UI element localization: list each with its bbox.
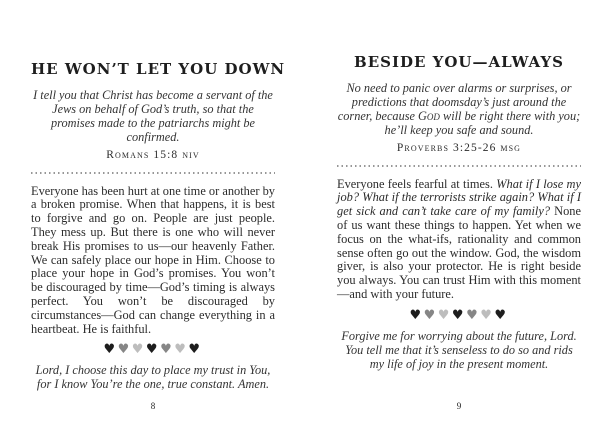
heart-icon: ♥	[103, 342, 118, 358]
scripture-quote-smallcaps-god: God	[418, 108, 440, 123]
scripture-reference: Romans 15:8 niv	[106, 148, 200, 161]
page-number: 8	[150, 401, 156, 411]
heart-icon: ♥	[145, 342, 161, 358]
page-left-content	[31, 0, 286, 392]
scripture-quote	[337, 82, 581, 156]
devotional-body-text: Everyone feels fearful at times.	[337, 176, 497, 191]
scripture-quote	[31, 89, 275, 163]
heart-icon: ♥	[423, 307, 438, 323]
heart-icon: ♥	[117, 342, 132, 358]
heart-icon: ♥	[437, 307, 452, 323]
heart-icon: ♥	[188, 342, 203, 358]
page-right-content	[337, 0, 581, 371]
scripture-quote-text: No need to panic over alarms or surprises, or predictions that doomsday’s just around the corner, because	[337, 81, 572, 123]
devotional-body	[31, 185, 275, 337]
scripture-quote-text: will be right there with you; he’ll keep you safe and sound.	[384, 108, 581, 137]
hearts-divider	[337, 309, 581, 322]
heart-icon: ♥	[494, 307, 509, 323]
prayer-text: Forgive me for worrying about the future, Lord. You tell me that it’s senseless to do so and rids my life of joy in the present moment.	[341, 328, 577, 371]
devotional-body-text: Everyone has been hurt at one time or another by a broken promise. When that happens, it is best to forgive and go on. People are just people. They mess up. But there is one who will never break His promises to us—our heavenly Father. We can safely place our hope in Him. Choose to place your hope in God’s promises. You won’t be discouraged by time—God’s timing is always perfect. You won’t be discouraged by circumstances—God can change everything in a heartbeat. He is faithful.	[31, 183, 275, 336]
scripture-reference: Proverbs 3:25-26 msg	[396, 141, 522, 154]
page-right	[306, 0, 612, 432]
devotional-body	[337, 178, 581, 302]
heart-icon: ♥	[174, 342, 189, 358]
heart-icon: ♥	[480, 307, 495, 323]
heart-icon: ♥	[160, 342, 175, 358]
page-title: HE WON’T LET YOU DOWN	[31, 60, 286, 78]
devotional-body-italic-text: What if I lose my job? What if the terrorists strike again? What if I get sick and can’t take care of my family?	[337, 176, 581, 219]
scripture-quote-text: I tell you that Christ has become a servant of the Jews on behalf of God’s truth, so that the promises made to the patriarchs might be confirmed.	[33, 88, 273, 144]
heart-icon: ♥	[131, 342, 146, 358]
heart-icon: ♥	[451, 307, 467, 323]
dotted-divider	[337, 165, 581, 167]
heart-icon: ♥	[466, 307, 481, 323]
devotional-body-text: None of us want these things to happen. Yet when we focus on the what-ifs, rationality and common sense often go out the window. God, the wisdom giver, is also your protector. He is right beside you always. You can trust Him with this moment—and with your future.	[337, 204, 581, 301]
prayer-text: Lord, I choose this day to place my trust in You, for I know You’re the one, true constant. Amen.	[35, 363, 271, 392]
page-number: 9	[456, 401, 462, 411]
hearts-divider	[31, 343, 275, 356]
dotted-divider	[31, 172, 275, 174]
page-title: BESIDE YOU—ALWAYS	[354, 53, 564, 71]
heart-icon: ♥	[409, 307, 424, 323]
